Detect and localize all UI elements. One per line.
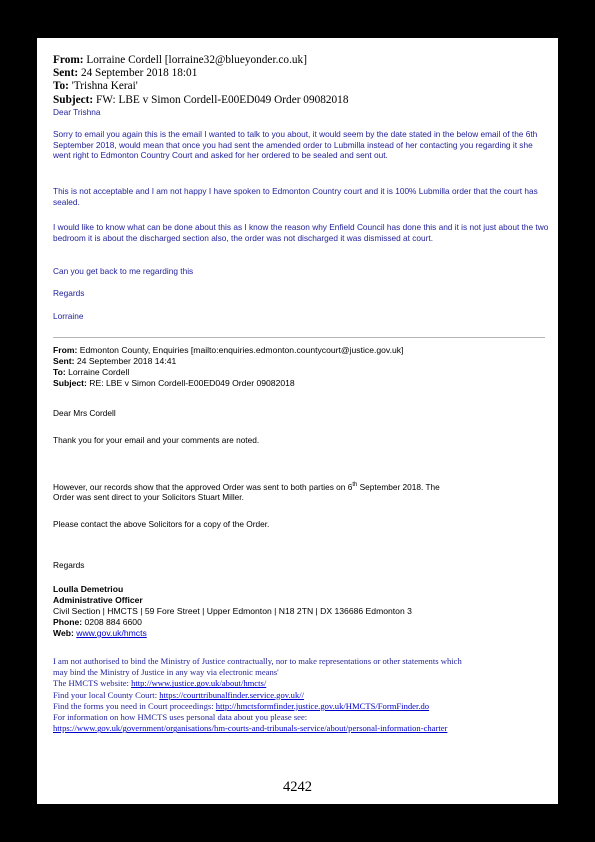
info-line: For information on how HMCTS uses personal data about you please see:: [53, 712, 308, 723]
email1-paragraph-2: This is not acceptable and I am not happy I have spoken to Edmonton Country court and it is 100% Lubmilla order that the court has sealed.: [53, 186, 538, 207]
signature-block: [53, 584, 412, 639]
from-label: From:: [53, 345, 78, 355]
signature-address: Civil Section | HMCTS | 59 Fore Street | Upper Edmonton | N18 2TN | DX 136686 Edmonton 3: [53, 606, 412, 616]
phone-value: 0208 884 6600: [84, 617, 142, 627]
from-value: Edmonton County, Enquiries [mailto:enquiries.edmonton.countycourt@justice.gov.uk]: [79, 345, 404, 355]
email2-paragraph-2: However, our records show that the approved Order was sent to both parties on 6th September 2018. The Order was sent direct to your Solicitors Stuart Miller.: [53, 481, 440, 503]
signature-title: Administrative Officer: [53, 595, 143, 605]
email2-paragraph-1: Thank you for your email and your comments are noted.: [53, 435, 260, 445]
signature-name: Loulla Demetriou: [53, 584, 124, 594]
subject-label: Subject:: [53, 93, 94, 106]
email1-paragraph-3: I would like to know what can be done about this as I know the reason why Enfield Council has done this and it is not just about the two bedroom it is about the discharged section also, the order was not discharged it was dismissed at court.: [53, 222, 549, 243]
website-link[interactable]: http://www.justice.gov.uk/about/hmcts/: [131, 678, 267, 689]
forms-label: Find the forms you need in Court proceedings:: [53, 700, 216, 711]
subject-value: FW: LBE v Simon Cordell-E00ED049 Order 09082018: [96, 93, 349, 106]
subject-label: Subject:: [53, 378, 87, 388]
website-label: The HMCTS website:: [53, 678, 132, 689]
divider: [53, 337, 545, 338]
disclaimer: [53, 656, 549, 734]
form-finder-link[interactable]: http://hmctsformfinder.justice.gov.uk/HMCTS/FormFinder.do: [215, 700, 430, 711]
disclaimer-line-1: I am not authorised to bind the Ministry of Justice contractually, nor to make representations or other statements which: [53, 656, 462, 666]
from-value: Lorraine Cordell [lorraine32@blueyonder.co.uk]: [86, 54, 307, 66]
email1-signoff: Lorraine: [53, 311, 84, 321]
web-label: Web:: [53, 628, 74, 638]
email1-header: [53, 54, 348, 107]
email2-header: [53, 345, 403, 389]
email1-regards: Regards: [53, 288, 85, 298]
document-page: [37, 38, 558, 804]
email1-greeting: Dear Trishna: [53, 107, 101, 117]
from-label: From:: [53, 54, 84, 66]
personal-info-charter-link[interactable]: https://www.gov.uk/government/organisations/hm-courts-and-tribunals-service/about/personal-information-charter: [53, 723, 448, 734]
subject-value: RE: LBE v Simon Cordell-E00ED049 Order 09082018: [89, 378, 295, 388]
email1-paragraph-4: Can you get back to me regarding this: [53, 266, 194, 276]
phone-label: Phone:: [53, 617, 83, 627]
email2-greeting: Dear Mrs Cordell: [53, 408, 116, 418]
sent-label: Sent:: [53, 67, 79, 80]
to-label: To:: [53, 80, 69, 93]
to-value: Lorraine Cordell: [68, 367, 130, 377]
email1-paragraph-1: Sorry to email you again this is the email I wanted to talk to you about, it would seem by the date stated in the below email of the 6th September 2018, would mean that once you had sent the amended order to Lubmilla instead of her contacting you regarding it she went right to Edmonton Country Court and asked for her ordered to be sealed and sent out.: [53, 129, 538, 161]
sent-label: Sent:: [53, 356, 75, 366]
page-number: 4242: [283, 779, 312, 795]
to-value: 'Trishna Kerai': [71, 80, 138, 93]
sent-value: 24 September 2018 14:41: [76, 356, 177, 366]
court-label: Find your local County Court:: [53, 689, 160, 700]
disclaimer-line-2: may bind the Ministry of Justice in any way via electronic means': [53, 667, 279, 678]
to-label: To:: [53, 367, 66, 377]
court-finder-link[interactable]: https://courttribunalfinder.service.gov.uk//: [159, 689, 305, 700]
email2-regards: Regards: [53, 560, 85, 570]
web-link[interactable]: www.gov.uk/hmcts: [76, 628, 147, 638]
email2-paragraph-3: Please contact the above Solicitors for a copy of the Order.: [53, 519, 270, 529]
sent-value: 24 September 2018 18:01: [80, 67, 198, 80]
